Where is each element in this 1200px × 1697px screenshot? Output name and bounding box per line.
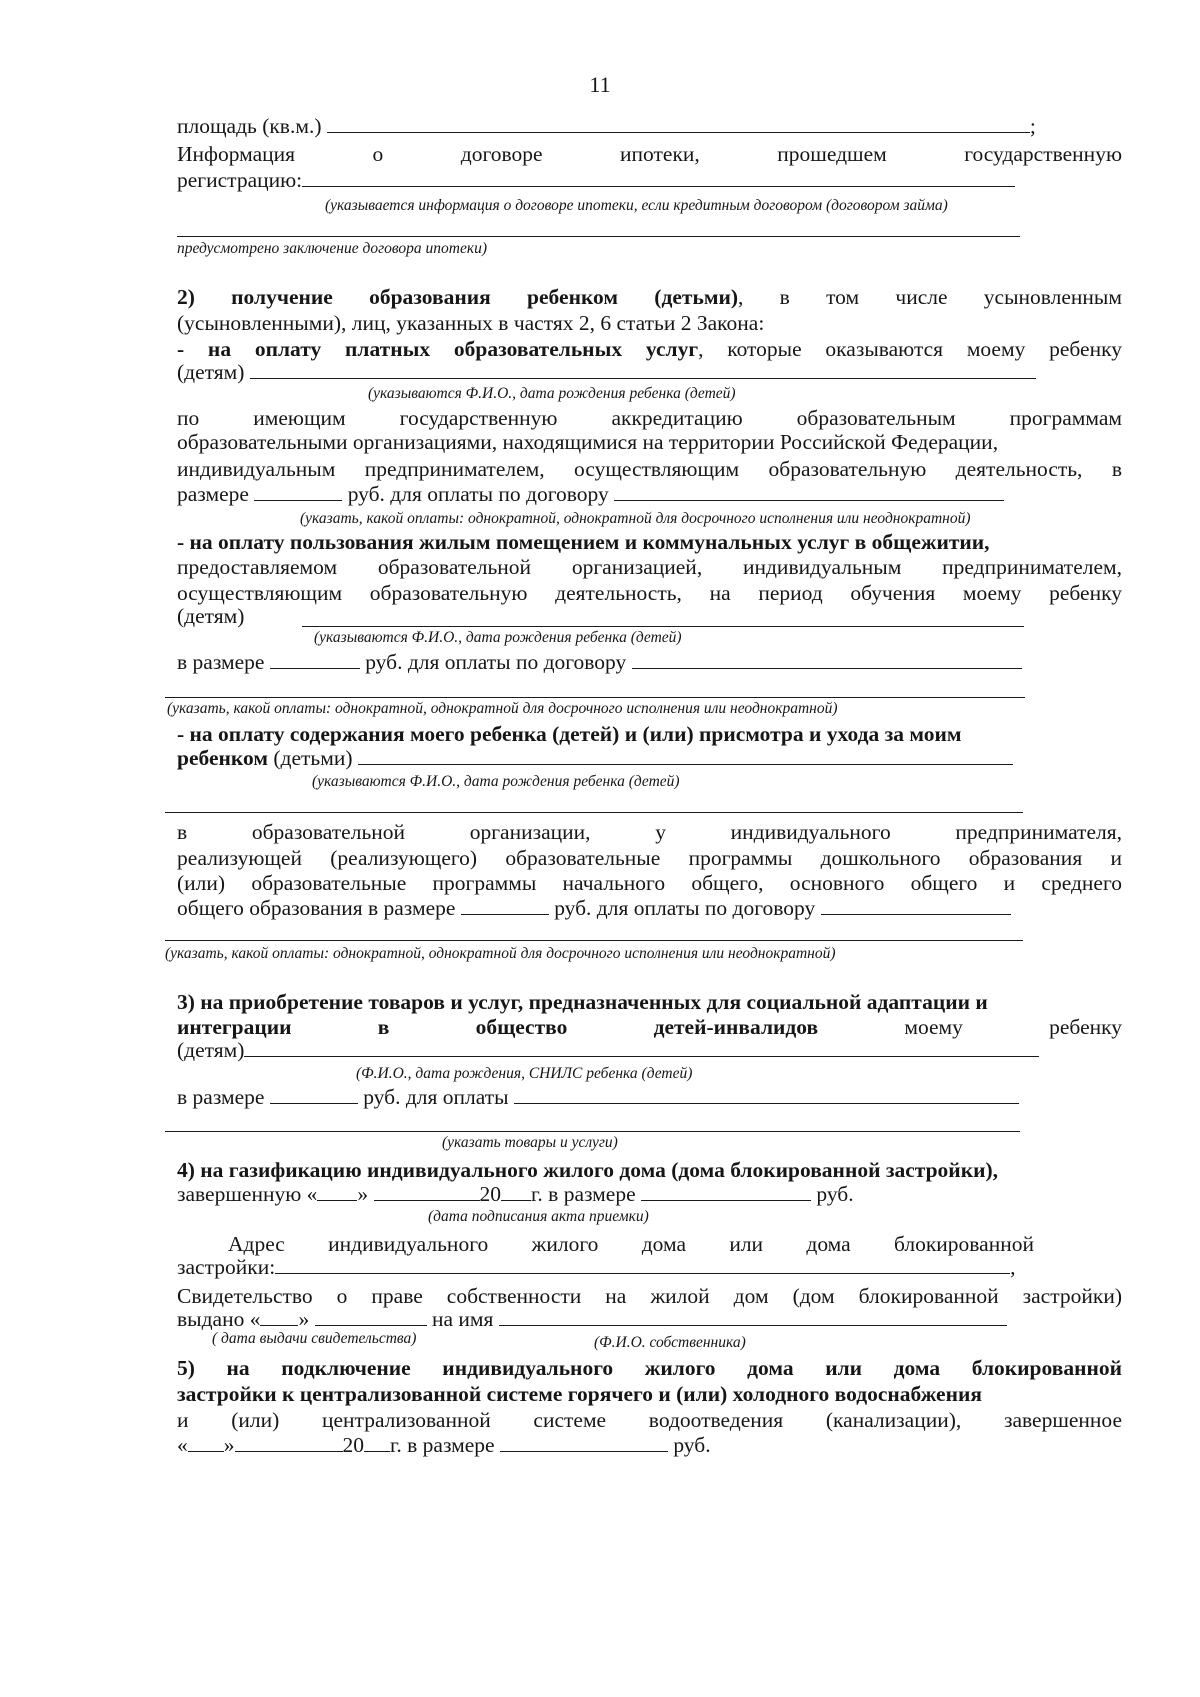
word: прошедшем — [777, 142, 887, 166]
s5-date-line — [177, 1431, 1122, 1459]
s3-pay-field-2[interactable] — [165, 1131, 1020, 1132]
s4-certificate-line: Свидетельство о праве собственности на жилой дом (дом блокированной застройки) — [177, 1284, 1122, 1308]
quote-close: » — [223, 1433, 235, 1457]
s3-line2-bold: интеграции в общество детей-инвалидов — [177, 1015, 819, 1039]
s3-line2-rest: моему ребенку — [904, 1015, 1122, 1039]
s5-line3: и (или) централизованной системе водоотведения (канализации), завершенное — [177, 1408, 1122, 1432]
in-size-label: в размере — [177, 650, 265, 674]
s4-address-line2 — [177, 1253, 1122, 1281]
s5-line2 — [177, 1380, 1122, 1408]
area-line — [177, 112, 1122, 140]
s2-a-children-field[interactable] — [250, 358, 1036, 379]
note-pay-3: (указать, какой оплаты: однократной, однократной для досрочного исполнения или неоднократной) — [165, 945, 836, 962]
s2-p1: по имеющим государственную аккредитацию образовательным программам — [177, 406, 1122, 430]
s2-a-bold: - на оплату платных образовательных услуг — [177, 337, 699, 361]
s2-heading — [177, 283, 1122, 311]
s3-size-line — [177, 1083, 1122, 1111]
in-size-label: в размере — [177, 1085, 265, 1109]
word: ипотеки, — [620, 142, 700, 166]
note-fio-2: (указываются Ф.И.О., дата рождения ребенка (детей) — [314, 629, 682, 646]
s2-c-bold: - на оплату содержания моего ребенка (детей) и (или) присмотра и ухода за моим — [177, 722, 962, 746]
mortgage-info-line — [177, 140, 1122, 168]
s5-line2-bold: застройки к централизованной системе горячего и (или) холодного водоснабжения — [177, 1382, 982, 1406]
note-goods: (указать товары и услуги) — [442, 1134, 618, 1151]
s2-a-amount-field[interactable] — [254, 480, 342, 501]
s2-heading-rest: , в том числе усыновленным — [738, 285, 1122, 309]
completed-label: завершенную « — [177, 1182, 318, 1206]
s2-size-line — [177, 480, 1122, 508]
s5-amount-field[interactable] — [500, 1431, 668, 1452]
rub-label: руб. — [673, 1433, 711, 1457]
s5-month-field[interactable] — [235, 1431, 343, 1452]
year-prefix: 20 — [342, 1433, 364, 1457]
issued-label: выдано « — [177, 1307, 261, 1331]
s2-a-children-line — [177, 358, 1122, 386]
word: договоре — [460, 142, 543, 166]
s3-children-line — [177, 1036, 1122, 1064]
s2-a-rest: , которые оказываются моему ребенку — [698, 337, 1122, 361]
s2-c-contract-field-2[interactable] — [165, 940, 1023, 941]
s2-b-amount-field[interactable] — [270, 648, 360, 669]
s3-children-field[interactable] — [244, 1036, 1039, 1057]
s2-b-children-field[interactable] — [302, 626, 1024, 627]
s2-d2: реализующей (реализующего) образовательные программы дошкольного образования и — [177, 846, 1122, 870]
s2-d4 — [177, 894, 1122, 922]
rub-contract-label: руб. для оплаты по договору — [365, 650, 627, 674]
s2-d3: (или) образовательные программы начального общего, основного общего и среднего — [177, 871, 1122, 895]
s2-d1: в образовательной организации, у индивидуального предпринимателя, — [177, 820, 1122, 844]
s2-b-contract-field[interactable] — [632, 648, 1022, 669]
address-label: застройки: — [177, 1255, 276, 1279]
s4-issue-day-field[interactable] — [260, 1305, 298, 1326]
rub-label: руб. — [816, 1182, 854, 1206]
year-size-label: г. в размере — [390, 1433, 495, 1457]
s2-c2-rest: (детьми) — [273, 746, 353, 770]
comma: , — [1010, 1255, 1016, 1279]
note-fio-snils: (Ф.И.О., дата рождения, СНИЛС ребенка (детей) — [356, 1065, 693, 1082]
s2-c2-bold: ребенком — [177, 746, 268, 770]
s2-b-line — [177, 528, 1122, 556]
s4-month-field[interactable] — [374, 1180, 480, 1201]
s2-b2: предоставляемом образовательной организацией, индивидуальным предпринимателем, — [177, 555, 1122, 579]
note-owner: (Ф.И.О. собственника) — [594, 1334, 746, 1351]
quote-close: » — [298, 1307, 310, 1331]
s2-c-amount-field[interactable] — [461, 894, 549, 915]
note-fio-3: (указываются Ф.И.О., дата рождения ребенка (детей) — [312, 773, 680, 790]
s3-pay-field[interactable] — [514, 1083, 1019, 1104]
s2-b-bold: - на оплату пользования жилым помещением и коммунальных услуг в общежитии, — [177, 530, 990, 554]
year-size-label: г. в размере — [531, 1182, 636, 1206]
s4-heading-bold: 4) на газификацию индивидуального жилого дома (дома блокированной застройки), — [177, 1158, 998, 1182]
s3-amount-field[interactable] — [270, 1083, 358, 1104]
s2-p2: образовательными организациями, находящимися на территории Российской Федерации, — [177, 430, 999, 454]
d4-label: общего образования в размере — [177, 896, 456, 920]
s5-year-field[interactable] — [364, 1431, 390, 1452]
s2-line2: (усыновленными), лиц, указанных в частях 2, 6 статьи 2 Закона: — [177, 311, 765, 335]
area-label: площадь (кв.м.) — [177, 114, 322, 138]
s4-issue-month-field[interactable] — [315, 1305, 427, 1326]
semicolon: ; — [1029, 114, 1036, 138]
s2-c-contract-field[interactable] — [821, 894, 1011, 915]
rub-contract-label: руб. для оплаты по договору — [554, 896, 816, 920]
children-label: (детям) — [177, 604, 245, 628]
name-label: на имя — [431, 1307, 494, 1331]
rub-contract-label: руб. для оплаты по договору — [347, 482, 609, 506]
children-label: (детям) — [177, 360, 245, 384]
s5-heading-bold: 5) на подключение индивидуального жилого дома или дома блокированной — [177, 1356, 1122, 1380]
s2-b3: осуществляющим образовательную деятельность, на период обучения моему ребенку — [177, 581, 1122, 605]
s4-year-field[interactable] — [501, 1180, 531, 1201]
page-number: 11 — [589, 72, 611, 97]
s2-heading-bold: 2) получение образования ребенком (детьми) — [177, 285, 739, 309]
word: о — [372, 142, 384, 166]
note-mortgage-2: предусмотрено заключение договора ипотеки) — [177, 240, 487, 257]
registration-line — [177, 166, 1122, 194]
s2-c-children-field[interactable] — [358, 744, 1013, 765]
size-label: размере — [177, 482, 249, 506]
s3-heading-bold: 3) на приобретение товаров и услуг, предназначенных для социальной адаптации и — [177, 990, 988, 1014]
word: Информация — [177, 142, 296, 166]
note-fio-1: (указываются Ф.И.О., дата рождения ребенка (детей) — [368, 385, 736, 402]
s2-a-contract-field[interactable] — [614, 480, 1004, 501]
s4-address-field[interactable] — [275, 1253, 1010, 1274]
s2-b-size-line — [177, 648, 1122, 676]
s5-heading — [177, 1354, 1122, 1382]
mortgage-field-2[interactable] — [177, 236, 1020, 237]
s2-p3: индивидуальным предпринимателем, осуществляющим образовательную деятельность, в — [177, 457, 1122, 481]
s2-b-contract-field-2[interactable] — [165, 697, 1025, 698]
s4-amount-field[interactable] — [641, 1180, 811, 1201]
note-pay-1: (указать, какой оплаты: однократной, однократной для досрочного исполнения или неоднократной) — [300, 510, 971, 527]
registration-label: регистрацию: — [177, 168, 303, 192]
s4-owner-field[interactable] — [499, 1305, 1007, 1326]
rub-pay-label: руб. для оплаты — [363, 1085, 509, 1109]
word: государственную — [964, 142, 1122, 166]
note-pay-2: (указать, какой оплаты: однократной, однократной для досрочного исполнения или неоднократной) — [167, 700, 838, 717]
s4-day-field[interactable] — [317, 1180, 357, 1201]
area-field[interactable] — [327, 112, 1030, 133]
registration-field[interactable] — [302, 166, 1015, 187]
s4-completed-line — [177, 1180, 1122, 1208]
note-issue-date: ( дата выдачи свидетельства) — [212, 1330, 417, 1347]
quote-open: « — [177, 1433, 188, 1457]
s3-heading — [177, 988, 1122, 1016]
children-label: (детям) — [177, 1038, 245, 1062]
s2-c-children-field-2[interactable] — [165, 812, 1023, 813]
s2-c-line2 — [177, 744, 1122, 772]
s5-day-field[interactable] — [188, 1431, 224, 1452]
note-mortgage-1: (указывается информация о договоре ипотеки, если кредитным договором (договором займа) — [325, 197, 948, 214]
s4-address-line: Адрес индивидуального жилого дома или дома блокированной — [228, 1232, 1034, 1256]
quote-close: » — [357, 1182, 369, 1206]
note-act-date: (дата подписания акта приемки) — [428, 1208, 649, 1225]
year-prefix: 20 — [479, 1182, 502, 1206]
